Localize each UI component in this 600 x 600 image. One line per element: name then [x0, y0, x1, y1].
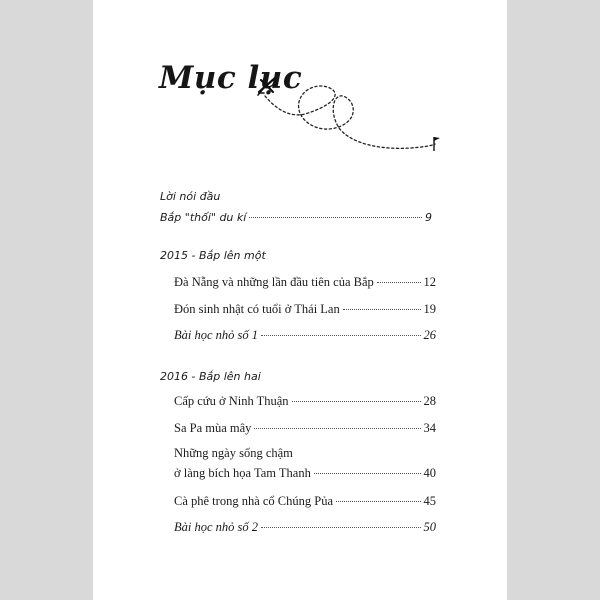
toc-entry-part1-2[interactable] — [174, 302, 436, 317]
book-page — [93, 0, 507, 600]
dotted-flight-path — [265, 86, 435, 148]
toc-entry-part1-1[interactable] — [174, 275, 436, 290]
dot-leader — [261, 527, 420, 528]
toc-entry-page: 50 — [423, 520, 436, 534]
part1-heading: 2015 - Bắp lên một — [160, 249, 266, 262]
dot-leader — [377, 282, 421, 283]
dot-leader — [314, 473, 421, 474]
dot-leader — [292, 401, 421, 402]
toc-entry-page: 34 — [423, 421, 436, 435]
toc-entry-part2-3[interactable] — [174, 466, 436, 481]
toc-title: Mục lục — [159, 60, 303, 96]
dot-leader — [254, 428, 420, 429]
toc-entry-label: Đà Nẵng và những lần đầu tiên của Bắp — [174, 275, 374, 289]
toc-entry-page: 9 — [425, 211, 432, 224]
toc-entry-part2-2[interactable] — [174, 421, 436, 436]
toc-entry-label: Đón sinh nhật có tuổi ở Thái Lan — [174, 302, 340, 316]
airplane-icon — [258, 78, 275, 95]
toc-entry-label: Bài học nhỏ số 2 — [174, 520, 259, 534]
toc-entry-part2-4[interactable] — [174, 494, 436, 509]
dot-leader — [249, 217, 422, 218]
toc-entry-label: ở làng bích họa Tam Thanh — [174, 466, 311, 480]
toc-entry-label: Cà phê trong nhà cổ Chúng Pủa — [174, 494, 334, 508]
toc-entry-part1-3[interactable] — [174, 328, 436, 343]
toc-entry-label: Sa Pa mùa mây — [174, 421, 252, 435]
toc-entry-label: Bài học nhỏ số 1 — [174, 328, 259, 342]
preface-heading: Lời nói đầu — [160, 190, 221, 203]
toc-entry-page: 26 — [423, 328, 436, 342]
dot-leader — [336, 501, 420, 502]
toc-entry-label: Bắp "thối" du kí — [160, 211, 247, 224]
toc-entry-page: 40 — [423, 466, 436, 480]
part2-heading: 2016 - Bắp lên hai — [160, 370, 261, 383]
toc-entry-page: 28 — [423, 394, 436, 408]
toc-entry-page: 12 — [423, 275, 436, 289]
toc-entry-part2-3-line1[interactable]: Những ngày sống chậm — [174, 446, 293, 460]
dot-leader — [343, 309, 421, 310]
toc-entry-preface[interactable] — [160, 210, 432, 225]
toc-entry-part2-1[interactable] — [174, 394, 436, 409]
dot-leader — [261, 335, 420, 336]
toc-entry-page: 19 — [423, 302, 436, 316]
toc-entry-part2-5[interactable] — [174, 520, 436, 535]
airplane-flight-path-illustration — [93, 0, 507, 200]
toc-entry-label: Cấp cứu ở Ninh Thuận — [174, 394, 289, 408]
toc-entry-page: 45 — [423, 494, 436, 508]
